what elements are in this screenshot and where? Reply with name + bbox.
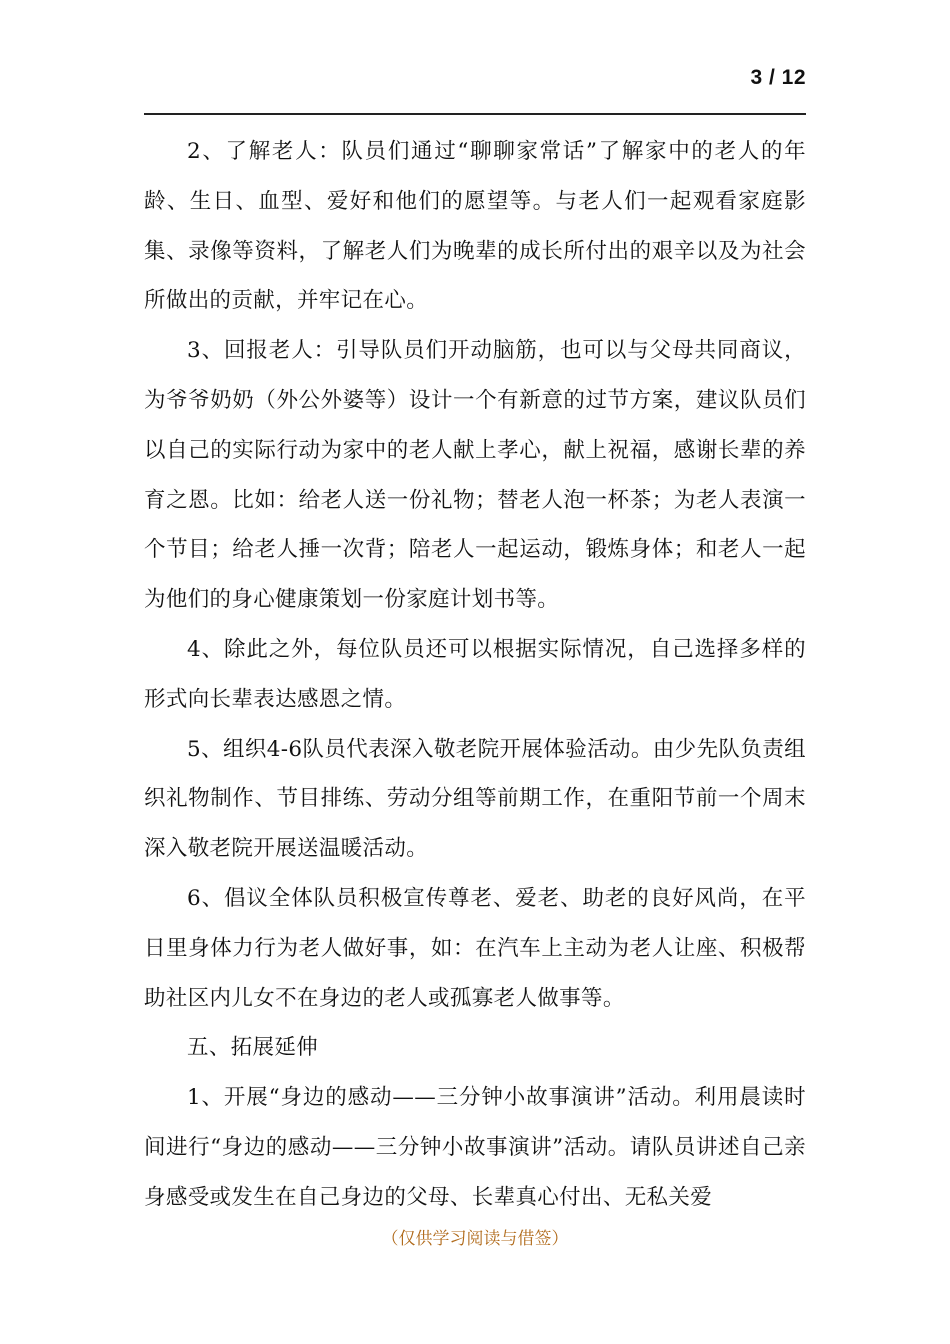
section-heading-extension: 五、拓展延伸 <box>187 1035 319 1061</box>
document-body <box>144 127 806 1223</box>
paragraph-story-speech: 1、开展“身边的感动——三分钟小故事演讲”活动。利用晨读时间进行“身边的感动——三分钟小故事演讲”活动。请队员讲述自己亲身感受或发生在自己身边的父母、长辈真心付出、无私关爱 <box>144 1085 806 1210</box>
paragraph-other-forms: 4、除此之外，每位队员还可以根据实际情况，自己选择多样的形式向长辈表达感恩之情。 <box>144 636 806 712</box>
paragraph-understand-elders: 2、了解老人：队员们通过“聊聊家常话”了解家中的老人的年龄、生日、血型、爱好和他们的愿望等。与老人们一起观看家庭影集、录像等资料，了解老人们为晚辈的成长所付出的艰辛以及为社会所做出的贡献，并牢记在心。 <box>144 139 806 314</box>
page-number: 3 / 12 <box>750 66 806 89</box>
footer-note: （仅供学习阅读与借签） <box>381 1229 569 1249</box>
header-divider <box>144 113 806 115</box>
paragraph-repay-elders: 3、回报老人：引导队员们开动脑筋，也可以与父母共同商议，为爷爷奶奶（外公外婆等）设计一个有新意的过节方案，建议队员们以自己的实际行动为家中的老人献上孝心，献上祝福，感谢长辈的养育之恩。比如：给老人送一份礼物；替老人泡一杯茶；为老人表演一个节目；给老人捶一次背；陪老人一起运动，锻炼身体；和老人一起为他们的身心健康策划一份家庭计划书等。 <box>144 338 806 613</box>
paragraph-promote-respect: 6、倡议全体队员积极宣传尊老、爱老、助老的良好风尚，在平日里身体力行为老人做好事，如：在汽车上主动为老人让座、积极帮助社区内儿女不在身边的老人或孤寡老人做事等。 <box>144 885 806 1011</box>
paragraph-nursing-home-visit: 5、组织4-6队员代表深入敬老院开展体验活动。由少先队负责组织礼物制作、节目排练、劳动分组等前期工作，在重阳节前一个周末深入敬老院开展送温暖活动。 <box>144 736 806 862</box>
